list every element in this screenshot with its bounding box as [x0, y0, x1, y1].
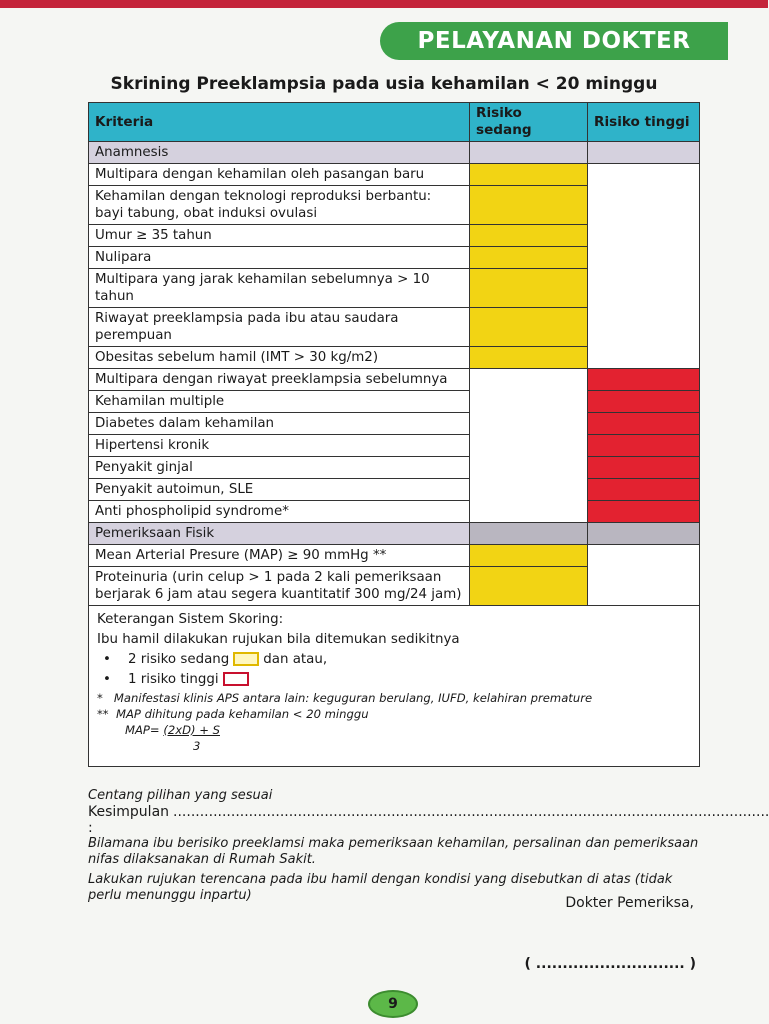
high-risk-checkbox[interactable]	[588, 369, 700, 391]
moderate-risk-checkbox[interactable]	[470, 269, 588, 308]
criteria-cell: Diabetes dalam kehamilan	[89, 413, 470, 435]
table-row	[89, 164, 700, 186]
section-row-physical-exam	[89, 523, 700, 545]
table-row	[89, 391, 700, 413]
section-row-anamnesis	[89, 142, 700, 164]
table-row	[89, 457, 700, 479]
criteria-cell: Proteinuria (urin celup > 1 pada 2 kali pemeriksaan berjarak 6 jam atau segera kuantitatif 300 mg/24 jam)	[89, 567, 470, 606]
column-header-high-risk: Risiko tinggi	[588, 103, 700, 142]
table-row	[89, 435, 700, 457]
criteria-cell: Multipara dengan kehamilan oleh pasangan baru	[89, 164, 470, 186]
scoring-notes-row	[89, 606, 700, 767]
bullet-moderate-text: 2 risiko sedang	[127, 652, 230, 667]
conclusion-line	[88, 804, 769, 836]
check-instruction: Centang pilihan yang sesuai	[88, 788, 273, 803]
high-risk-empty-cell	[588, 545, 700, 606]
table-row	[89, 413, 700, 435]
high-risk-checkbox[interactable]	[588, 435, 700, 457]
signature-field[interactable]: ( ............................ )	[524, 956, 696, 972]
screening-table	[88, 102, 700, 767]
table-header-row	[89, 103, 700, 142]
moderate-risk-legend-icon	[233, 652, 259, 666]
section-label: Pemeriksaan Fisik	[89, 523, 470, 545]
table-row	[89, 369, 700, 391]
footnote-mark: *	[97, 691, 103, 705]
column-header-moderate-risk: Risiko sedang	[470, 103, 588, 142]
criteria-cell: Nulipara	[89, 247, 470, 269]
high-risk-checkbox[interactable]	[588, 479, 700, 501]
bullet-moderate-suffix: dan atau,	[263, 652, 328, 667]
section-cell	[588, 523, 700, 545]
section-label: Anamnesis	[89, 142, 470, 164]
top-color-strip	[0, 0, 768, 8]
page-number-badge: 9	[368, 990, 418, 1018]
examining-doctor-label: Dokter Pemeriksa,	[565, 895, 694, 911]
scoring-bullet-high	[97, 670, 691, 690]
section-banner: PELAYANAN DOKTER	[380, 22, 728, 60]
bullet-dot: •	[103, 672, 128, 687]
section-cell	[470, 142, 588, 164]
criteria-cell: Multipara dengan riwayat preeklampsia sebelumnya	[89, 369, 470, 391]
column-header-criteria: Kriteria	[89, 103, 470, 142]
footnote-map	[97, 706, 691, 722]
formula-denominator: 3	[193, 739, 201, 753]
criteria-cell: Umur ≥ 35 tahun	[89, 225, 470, 247]
moderate-risk-checkbox[interactable]	[470, 347, 588, 369]
moderate-risk-checkbox[interactable]	[470, 308, 588, 347]
scoring-notes	[89, 606, 700, 767]
criteria-cell: Riwayat preeklampsia pada ibu atau saudara perempuan	[89, 308, 470, 347]
footer-section	[88, 788, 769, 904]
bullet-dot: •	[103, 652, 128, 667]
conclusion-label: Kesimpulan :	[88, 804, 170, 836]
criteria-cell: Obesitas sebelum hamil (IMT > 30 kg/m2)	[89, 347, 470, 369]
high-risk-legend-icon	[223, 672, 249, 686]
footnote-text: MAP dihitung pada kehamilan < 20 minggu	[115, 707, 369, 721]
map-formula	[97, 722, 691, 738]
hospital-note: Bilamana ibu berisiko preeklamsi maka pemeriksaan kehamilan, persalinan dan pemeriksaan nifas dilaksanakan di Rumah Sakit.	[88, 836, 699, 867]
moderate-risk-checkbox[interactable]	[470, 186, 588, 225]
criteria-cell: Penyakit autoimun, SLE	[89, 479, 470, 501]
table-row	[89, 501, 700, 523]
table-row	[89, 479, 700, 501]
moderate-risk-checkbox[interactable]	[470, 545, 588, 567]
criteria-cell: Mean Arterial Presure (MAP) ≥ 90 mmHg **	[89, 545, 470, 567]
formula-numerator: (2xD) + S	[163, 723, 220, 737]
high-risk-checkbox[interactable]	[588, 457, 700, 479]
footnote-aps	[97, 690, 691, 706]
referral-note: Lakukan rujukan terencana pada ibu hamil dengan kondisi yang disebutkan di atas (tidak perlu menunggu inpartu)	[88, 872, 673, 903]
moderate-risk-checkbox[interactable]	[470, 247, 588, 269]
page-title: Skrining Preeklampsia pada usia kehamilan < 20 minggu	[110, 74, 658, 94]
conclusion-field[interactable]: ......................................................................................................................................	[173, 804, 769, 820]
bullet-high-text: 1 risiko tinggi	[127, 672, 219, 687]
footnote-mark: **	[97, 707, 109, 721]
scoring-title: Keterangan Sistem Skoring:	[97, 612, 284, 627]
high-risk-empty-cell	[588, 164, 700, 369]
criteria-cell: Penyakit ginjal	[89, 457, 470, 479]
criteria-cell: Kehamilan multiple	[89, 391, 470, 413]
criteria-cell: Hipertensi kronik	[89, 435, 470, 457]
footnote-text: Manifestasi klinis APS antara lain: keguguran berulang, IUFD, kelahiran premature	[113, 691, 593, 705]
criteria-cell: Multipara yang jarak kehamilan sebelumnya > 10 tahun	[89, 269, 470, 308]
high-risk-checkbox[interactable]	[588, 391, 700, 413]
moderate-risk-checkbox[interactable]	[470, 164, 588, 186]
high-risk-checkbox[interactable]	[588, 501, 700, 523]
table-row	[89, 545, 700, 567]
moderate-risk-checkbox[interactable]	[470, 225, 588, 247]
high-risk-checkbox[interactable]	[588, 413, 700, 435]
moderate-risk-empty-cell	[470, 369, 588, 523]
moderate-risk-checkbox[interactable]	[470, 567, 588, 606]
criteria-cell: Anti phospholipid syndrome*	[89, 501, 470, 523]
scoring-intro: Ibu hamil dilakukan rujukan bila ditemukan sedikitnya	[97, 632, 460, 647]
formula-prefix: MAP=	[125, 723, 160, 737]
scoring-bullet-moderate	[97, 650, 691, 670]
criteria-cell: Kehamilan dengan teknologi reproduksi berbantu: bayi tabung, obat induksi ovulasi	[89, 186, 470, 225]
section-cell	[470, 523, 588, 545]
section-cell	[588, 142, 700, 164]
